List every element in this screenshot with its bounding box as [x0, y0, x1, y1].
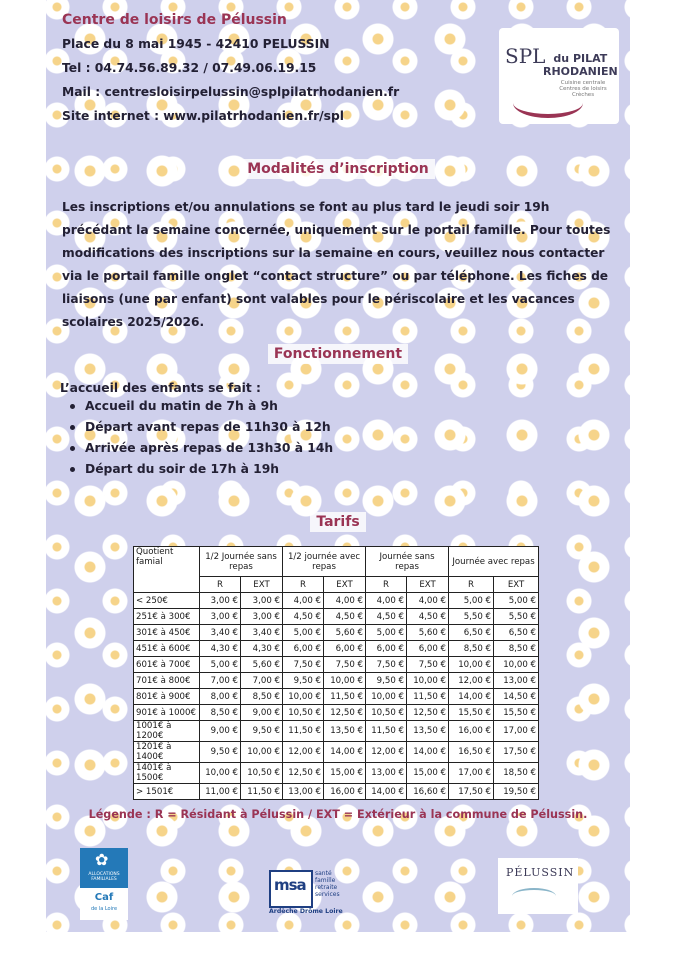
price-cell: 16,00 €	[324, 784, 366, 800]
price-cell: 7,00 €	[200, 673, 241, 689]
msa-word: retraite	[315, 884, 338, 891]
price-cell: 14,50 €	[494, 689, 539, 705]
price-cell: 12,00 €	[366, 742, 407, 763]
accueil-block	[60, 381, 333, 483]
price-cell: 4,00 €	[366, 593, 407, 609]
msa-word: santé	[315, 870, 332, 877]
price-cell: 10,00 €	[494, 657, 539, 673]
price-cell: 14,00 €	[449, 689, 494, 705]
price-cell: 6,50 €	[449, 625, 494, 641]
msa-box	[269, 870, 313, 908]
header-group: Journée sans repas	[366, 547, 449, 577]
price-cell: 19,50 €	[494, 784, 539, 800]
centre-title: Centre de loisirs de Pélussin	[62, 12, 287, 28]
price-cell: 13,50 €	[407, 721, 449, 742]
price-cell: 5,60 €	[324, 625, 366, 641]
tarifs-heading: Tarifs	[310, 512, 365, 532]
table-row	[134, 721, 539, 742]
price-cell: 7,50 €	[324, 657, 366, 673]
quotient-cell: 251€ à 300€	[134, 609, 200, 625]
spl-name	[543, 52, 618, 78]
price-cell: 9,00 €	[241, 705, 283, 721]
bullet-icon	[70, 404, 75, 409]
header-group: 1/2 Journée sans repas	[200, 547, 283, 577]
flyer-page	[46, 0, 630, 932]
spl-subtitle: Cuisine centrale Centres de loisirs Crèches	[559, 80, 607, 98]
price-cell: 16,50 €	[449, 742, 494, 763]
price-cell: 11,50 €	[324, 689, 366, 705]
price-cell: 17,00 €	[449, 763, 494, 784]
caf-name: Caf	[94, 892, 114, 903]
table-row	[134, 689, 539, 705]
price-cell: 7,50 €	[407, 657, 449, 673]
caf-sub: de la Loire	[90, 906, 118, 912]
price-cell: 8,00 €	[200, 689, 241, 705]
header-ext: EXT	[407, 577, 449, 593]
price-cell: 4,00 €	[324, 593, 366, 609]
price-cell: 12,00 €	[283, 742, 324, 763]
tarifs-table	[133, 546, 539, 800]
price-cell: 5,50 €	[494, 609, 539, 625]
price-cell: 6,50 €	[494, 625, 539, 641]
price-cell: 5,60 €	[241, 657, 283, 673]
inscription-heading-wrap	[46, 158, 630, 179]
pelussin-wave-icon	[512, 888, 556, 904]
spl-name-line2: RHODANIEN	[543, 65, 618, 78]
price-cell: 6,00 €	[283, 641, 324, 657]
price-cell: 3,00 €	[241, 593, 283, 609]
quotient-cell: 901€ à 1000€	[134, 705, 200, 721]
price-cell: 3,00 €	[200, 593, 241, 609]
price-cell: 10,00 €	[283, 689, 324, 705]
header-r: R	[366, 577, 407, 593]
price-cell: 3,40 €	[200, 625, 241, 641]
msa-region: Ardèche Drôme Loire	[269, 908, 343, 915]
price-cell: 11,50 €	[407, 689, 449, 705]
quotient-cell: 1201€ à 1400€	[134, 742, 200, 763]
price-cell: 5,00 €	[283, 625, 324, 641]
price-cell: 9,50 €	[283, 673, 324, 689]
price-cell: 8,50 €	[200, 705, 241, 721]
table-row	[134, 625, 539, 641]
spl-name-line1: du PILAT	[553, 52, 608, 65]
header-r: R	[449, 577, 494, 593]
table-row	[134, 742, 539, 763]
price-cell: 10,50 €	[241, 763, 283, 784]
table-row	[134, 593, 539, 609]
price-cell: 4,50 €	[324, 609, 366, 625]
price-cell: 17,50 €	[449, 784, 494, 800]
price-cell: 13,50 €	[324, 721, 366, 742]
quotient-cell: 701€ à 800€	[134, 673, 200, 689]
quotient-cell: 1001€ à 1200€	[134, 721, 200, 742]
price-cell: 6,00 €	[324, 641, 366, 657]
list-item	[70, 420, 333, 434]
list-item	[70, 441, 333, 455]
header-r: R	[200, 577, 241, 593]
price-cell: 10,00 €	[449, 657, 494, 673]
price-cell: 10,00 €	[407, 673, 449, 689]
price-cell: 14,00 €	[366, 784, 407, 800]
header-ext: EXT	[324, 577, 366, 593]
quotient-cell: 301€ à 450€	[134, 625, 200, 641]
price-cell: 8,50 €	[241, 689, 283, 705]
price-cell: 7,00 €	[241, 673, 283, 689]
table-row	[134, 657, 539, 673]
spl-letters: SPL	[505, 44, 546, 68]
address: Place du 8 mai 1945 - 42410 PELUSSIN	[62, 37, 330, 51]
msa-logo	[269, 870, 379, 916]
spl-swoosh-icon	[513, 88, 583, 118]
price-cell: 3,00 €	[241, 609, 283, 625]
price-cell: 13,00 €	[366, 763, 407, 784]
price-cell: 15,00 €	[324, 763, 366, 784]
price-cell: 15,50 €	[494, 705, 539, 721]
caf-logo	[80, 848, 128, 920]
price-cell: 7,50 €	[366, 657, 407, 673]
price-cell: 15,50 €	[449, 705, 494, 721]
list-item	[70, 399, 333, 413]
table-row	[134, 641, 539, 657]
header-group: Journée avec repas	[449, 547, 539, 577]
price-cell: 9,00 €	[200, 721, 241, 742]
phone: Tel : 04.74.56.89.32 / 07.49.06.19.15	[62, 61, 317, 75]
price-cell: 14,00 €	[324, 742, 366, 763]
price-cell: 9,50 €	[366, 673, 407, 689]
tarifs-body	[134, 593, 539, 800]
price-cell: 6,00 €	[366, 641, 407, 657]
caf-top-text: ALLOCATIONS FAMILIALES	[88, 872, 120, 882]
inscription-heading: Modalités d’inscription	[241, 159, 435, 179]
table-row	[134, 763, 539, 784]
table-row	[134, 673, 539, 689]
price-cell: 14,00 €	[407, 742, 449, 763]
price-cell: 11,50 €	[283, 721, 324, 742]
website: Site internet : www.pilatrhodanien.fr/spl	[62, 109, 344, 123]
inscription-text: Les inscriptions et/ou annulations se font au plus tard le jeudi soir 19h précédant la semaine concernée, uniquement sur le portail famille. Pour toutes modifications des inscriptions sur la semaine en cours, veuillez nous contacter via le portail famille onglet “contact structure” ou par téléphone. Les fiches de liaisons (une par enfant) sont valables pour le périscolaire et les vacances scolaires 2025/2026.	[62, 200, 611, 329]
price-cell: 17,50 €	[494, 742, 539, 763]
price-cell: 3,00 €	[200, 609, 241, 625]
email: Mail : centresloisirpelussin@splpilatrhodanien.fr	[62, 85, 400, 99]
price-cell: 10,50 €	[366, 705, 407, 721]
price-cell: 4,00 €	[407, 593, 449, 609]
quotient-cell: 1401€ à 1500€	[134, 763, 200, 784]
price-cell: 10,00 €	[366, 689, 407, 705]
msa-letters: msa	[274, 876, 306, 894]
table-row	[134, 784, 539, 800]
legend: Légende : R = Résidant à Pélussin / EXT = Extérieur à la commune de Pélussin.	[88, 808, 588, 821]
price-cell: 9,50 €	[200, 742, 241, 763]
price-cell: 10,00 €	[200, 763, 241, 784]
price-cell: 5,00 €	[449, 593, 494, 609]
tarifs-heading-wrap	[46, 511, 630, 532]
header-ext: EXT	[494, 577, 539, 593]
price-cell: 5,00 €	[494, 593, 539, 609]
price-cell: 13,00 €	[494, 673, 539, 689]
quotient-cell: 601€ à 700€	[134, 657, 200, 673]
header-group: 1/2 journée avec repas	[283, 547, 366, 577]
price-cell: 10,00 €	[324, 673, 366, 689]
header-r: R	[283, 577, 324, 593]
msa-words	[315, 870, 340, 898]
price-cell: 12,00 €	[449, 673, 494, 689]
caf-logo-top	[80, 848, 128, 888]
horaire-text: Accueil du matin de 7h à 9h	[85, 399, 278, 413]
price-cell: 16,00 €	[449, 721, 494, 742]
horaire-text: Départ du soir de 17h à 19h	[85, 462, 280, 476]
price-cell: 8,50 €	[494, 641, 539, 657]
quotient-cell: < 250€	[134, 593, 200, 609]
horaire-text: Arrivée après repas de 13h30 à 14h	[85, 441, 334, 455]
bullet-icon	[70, 446, 75, 451]
quotient-cell: 801€ à 900€	[134, 689, 200, 705]
price-cell: 13,00 €	[283, 784, 324, 800]
price-cell: 12,50 €	[407, 705, 449, 721]
price-cell: 5,50 €	[449, 609, 494, 625]
horaires-list	[70, 399, 333, 476]
price-cell: 8,50 €	[449, 641, 494, 657]
price-cell: 4,30 €	[241, 641, 283, 657]
price-cell: 17,00 €	[494, 721, 539, 742]
price-cell: 15,00 €	[407, 763, 449, 784]
price-cell: 5,60 €	[407, 625, 449, 641]
horaire-text: Départ avant repas de 11h30 à 12h	[85, 420, 331, 434]
msa-word: famille	[315, 877, 336, 884]
price-cell: 3,40 €	[241, 625, 283, 641]
header-quotient: Quotient famial	[134, 547, 200, 593]
price-cell: 4,00 €	[283, 593, 324, 609]
price-cell: 12,50 €	[283, 763, 324, 784]
price-cell: 9,50 €	[241, 721, 283, 742]
price-cell: 11,50 €	[241, 784, 283, 800]
price-cell: 11,50 €	[366, 721, 407, 742]
bullet-icon	[70, 467, 75, 472]
pelussin-logo	[498, 858, 578, 914]
price-cell: 16,60 €	[407, 784, 449, 800]
fonctionnement-heading-wrap	[46, 343, 630, 364]
header	[62, 12, 462, 133]
price-cell: 10,50 €	[283, 705, 324, 721]
table-row	[134, 705, 539, 721]
quotient-cell: 451€ à 600€	[134, 641, 200, 657]
price-cell: 7,50 €	[283, 657, 324, 673]
price-cell: 5,00 €	[200, 657, 241, 673]
price-cell: 18,50 €	[494, 763, 539, 784]
accueil-intro: L’accueil des enfants se fait :	[60, 381, 261, 395]
price-cell: 4,50 €	[407, 609, 449, 625]
fonctionnement-heading: Fonctionnement	[268, 344, 408, 364]
price-cell: 5,00 €	[366, 625, 407, 641]
msa-word: services	[315, 891, 340, 898]
price-cell: 4,50 €	[283, 609, 324, 625]
price-cell: 10,00 €	[241, 742, 283, 763]
header-ext: EXT	[241, 577, 283, 593]
spl-logo	[499, 28, 619, 124]
table-row	[134, 609, 539, 625]
price-cell: 4,30 €	[200, 641, 241, 657]
price-cell: 6,00 €	[407, 641, 449, 657]
price-cell: 12,50 €	[324, 705, 366, 721]
list-item	[70, 462, 333, 476]
price-cell: 11,00 €	[200, 784, 241, 800]
quotient-cell: > 1501€	[134, 784, 200, 800]
pelussin-logo-text: PÉLUSSIN	[506, 866, 575, 879]
price-cell: 4,50 €	[366, 609, 407, 625]
bullet-icon	[70, 425, 75, 430]
caf-flower-icon: ✿	[95, 850, 109, 869]
